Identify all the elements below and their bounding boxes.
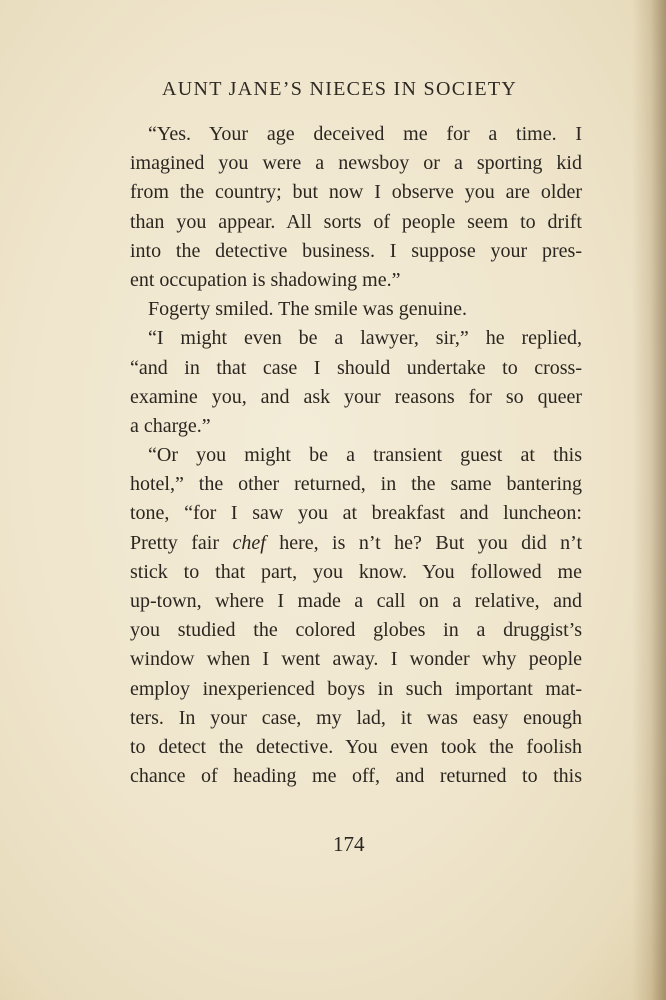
text-line: chance of heading me off, and returned to this <box>130 765 582 788</box>
text-line: “I might even be a lawyer, sir,” he replied, <box>148 327 582 350</box>
text-line: “Or you might be a transient guest at this <box>148 444 582 467</box>
text-segment: here, is n’t he? But you did n’t <box>265 531 583 554</box>
page-edge-shadow <box>632 0 666 1000</box>
text-line: up-town, where I made a call on a relative, and <box>130 590 582 612</box>
text-line: into the detective business. I suppose your pres- <box>130 239 582 262</box>
text-line: ent occupation is shadowing me.” <box>130 268 401 291</box>
text-line: window when I went away. I wonder why people <box>130 648 582 671</box>
text-line: you studied the colored globes in a druggist’s <box>130 619 582 642</box>
body-text <box>130 120 582 791</box>
text-line: a charge.” <box>130 414 211 437</box>
text-line: employ inexperienced boys in such important mat- <box>130 677 582 700</box>
text-line: tone, “for I saw you at breakfast and luncheon: <box>130 502 582 525</box>
text-line: than you appear. All sorts of people seem to drift <box>130 210 582 233</box>
text-segment: Pretty fair <box>130 531 233 554</box>
text-line: hotel,” the other returned, in the same bantering <box>130 473 582 496</box>
text-line: Fogerty smiled. The smile was genuine. <box>148 298 468 321</box>
page-number: 174 <box>333 832 365 856</box>
text-line: imagined you were a newsboy or a sporting kid <box>130 152 582 175</box>
text-line: ters. In your case, my lad, it was easy enough <box>130 706 582 729</box>
text-line: from the country; but now I observe you are older <box>130 181 582 204</box>
text-line: examine you, and ask your reasons for so queer <box>130 385 582 408</box>
text-line: to detect the detective. You even took the foolish <box>130 735 582 758</box>
text-line: “and in that case I should undertake to cross- <box>130 356 582 379</box>
italic-word: chef <box>232 531 266 554</box>
text-line: “Yes. Your age deceived me for a time. I <box>148 123 582 145</box>
text-line: stick to that part, you know. You followed me <box>130 560 582 583</box>
running-header: AUNT JANE’S NIECES IN SOCIETY <box>162 78 518 100</box>
text-line <box>130 529 582 558</box>
